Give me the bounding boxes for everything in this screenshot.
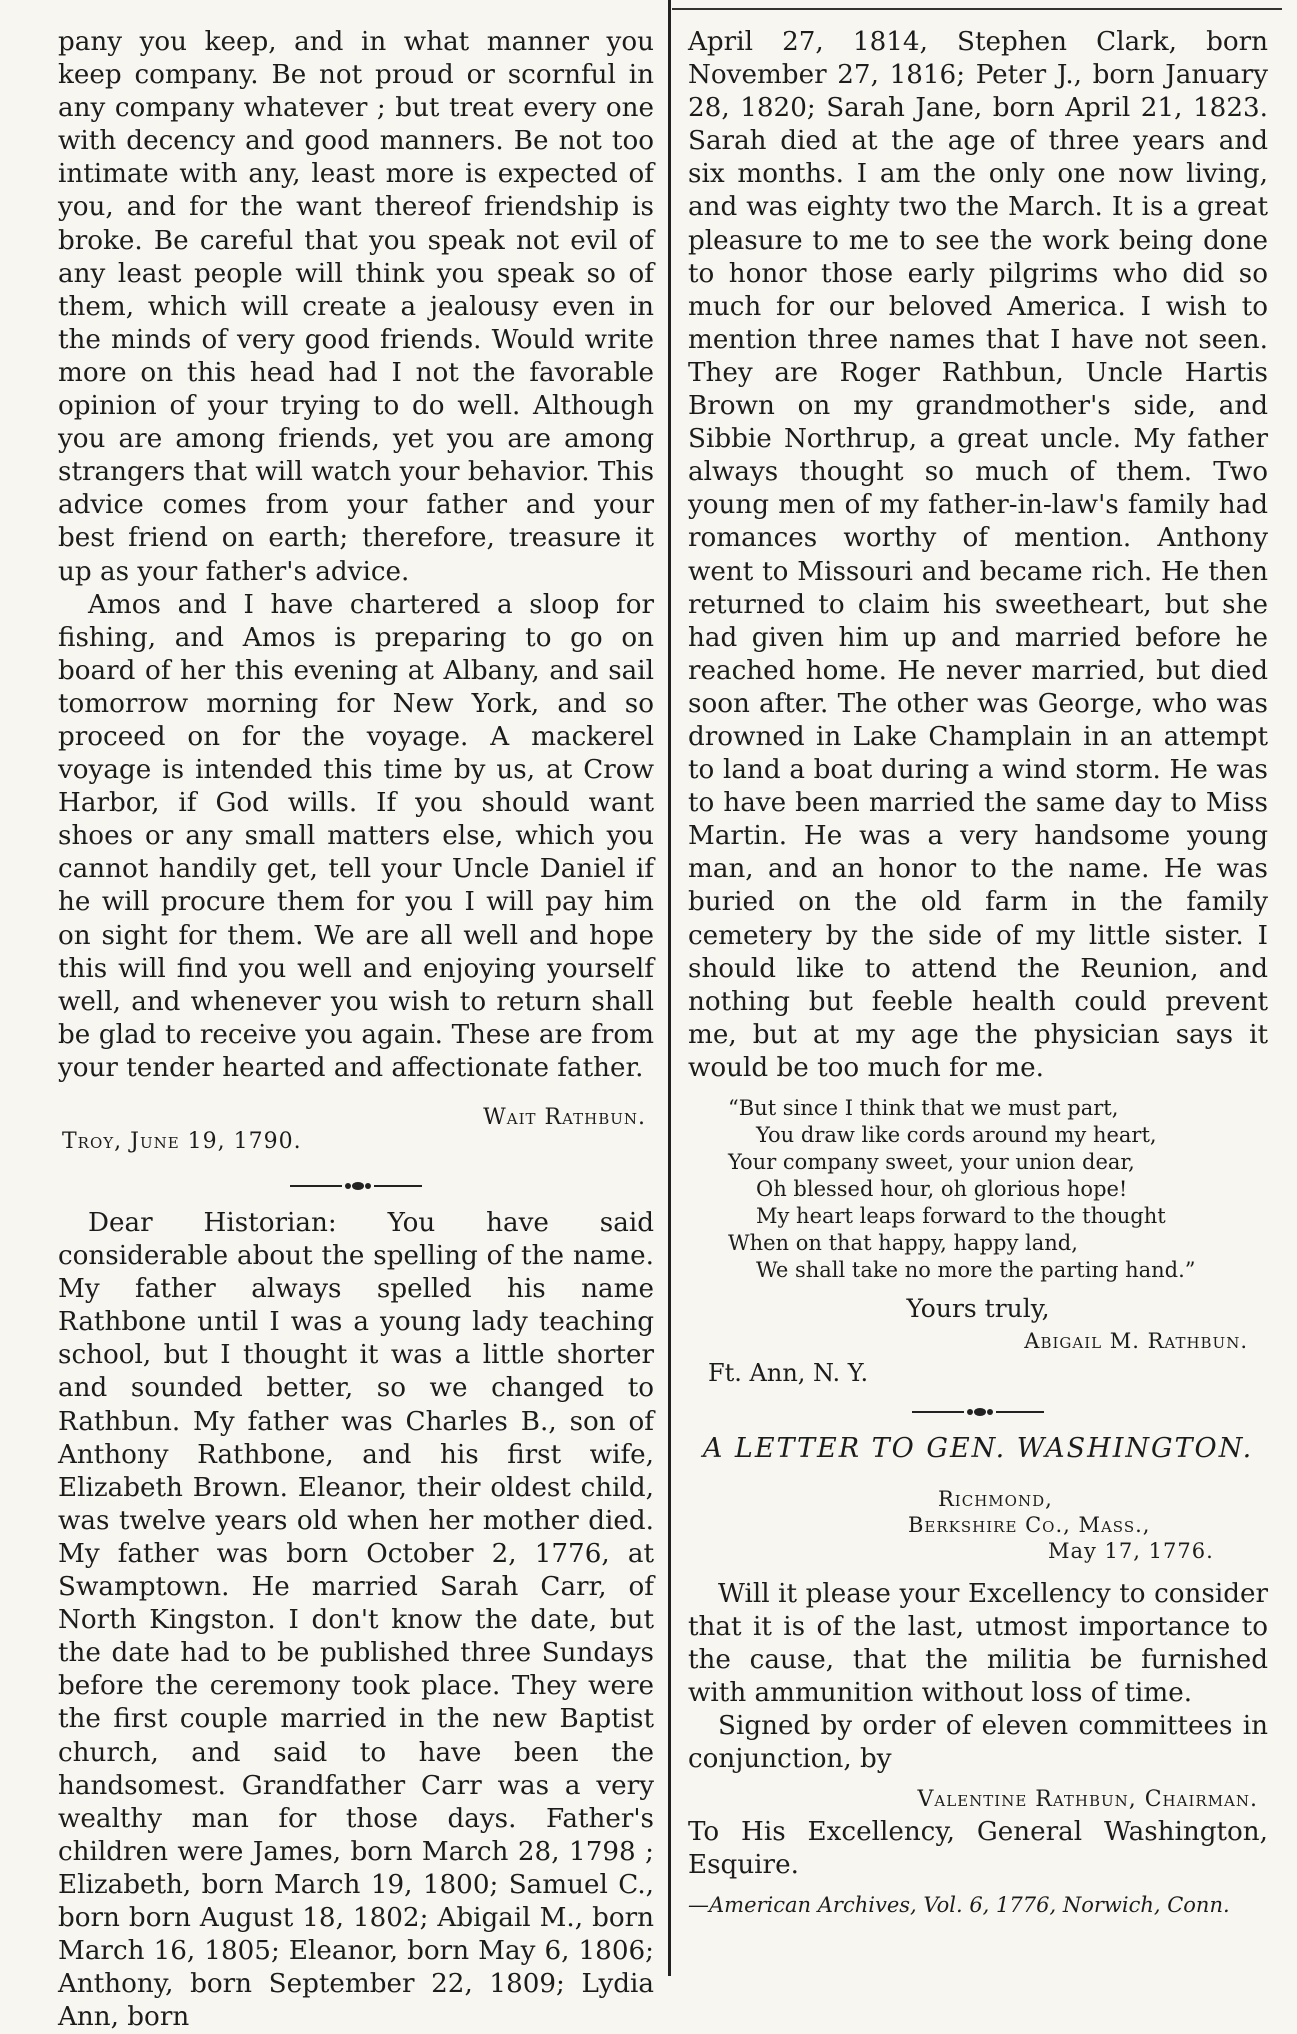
letter-paragraph: April 27, 1814, Stephen Clark, born November 27, 1816; Peter J., born January 28, 1820; Sarah Jane, born April 21, 1823. Sarah died at the age of three years and six months. I am the only one now living, and was eighty two the March. It is a great pleasure to me to see the work being done to honor those early pilgrims who did so much for our beloved America. I wish to mention three names that I have not seen. They are Roger Rathbun, Uncle Hartis Brown on my grandmother's side, and Sibbie Northrup, a great uncle. My father always thought so much of them. Two young men of my father-in-law's family had romances worthy of mention. Anthony went to Missouri and became rich. He then returned to claim his sweetheart, but she had given him up and married before he reached home. He never married, but died soon after. The other was George, who was drowned in Lake Champlain in an attempt to land a boat during a wind storm. He was to have been married the same day to Miss Martin. He was a very handsome young man, and an honor to the name. He was buried on the old farm in the family cemetery by the side of my little sister. I should like to attend the Reunion, and nothing but feeble health could prevent me, but at my age the physician says it would be too much for me.: [688, 27, 1268, 1083]
ornament-divider: [286, 1179, 426, 1193]
address-line: Berkshire Co., Mass.,: [908, 1513, 1151, 1537]
citation: —American Archives, Vol. 6, 1776, Norwich, Conn.: [688, 1892, 1230, 1917]
letter-paragraph: Signed by order of eleven committees in conjunction, by: [688, 1711, 1268, 1775]
poem-line: We shall take no more the parting hand.”: [756, 1258, 1196, 1282]
letter-paragraph: Will it please your Excellency to consider that it is of the last, utmost importance to the cause, that the militia be furnished with ammunition without loss of time.: [688, 1579, 1268, 1709]
left-column: [58, 26, 654, 2034]
poem-line: Oh blessed hour, oh glorious hope!: [756, 1177, 1128, 1201]
ornament-divider: [908, 1405, 1048, 1419]
closing: Yours truly,: [906, 1294, 1050, 1323]
signature-block: [58, 1085, 654, 1154]
letter-paragraph: Dear Historian: You have said considerable about the spelling of the name. My father always spelled his name Rathbone until I was a young lady teaching school, but I thought it was a little shorter and sounded better, so we changed to Rathbun. My father was Charles B., son of Anthony Rathbone, and his first wife, Elizabeth Brown. Eleanor, their oldest child, was twelve years old when her mother died. My father was born October 2, 1776, at Swamptown. He married Sarah Carr, of North Kingston. I don't know the date, but the date had to be published three Sundays before the ceremony took place. They were the first couple married in the new Baptist church, and said to have been the handsomest. Grandfather Carr was a very wealthy man for those days. Father's children were James, born March 28, 1798 ; Elizabeth, born March 19, 1800; Samuel C., born born August 18, 1802; Abigail M., born March 16, 1805; Eleanor, born May 6, 1806; Anthony, born September 22, 1809; Lydia Ann, born: [58, 1208, 654, 2033]
article-title: A LETTER TO GEN. WASHINGTON.: [702, 1433, 1254, 1464]
signature: Wait Rathbun.: [483, 1105, 646, 1130]
column-divider: [668, 0, 671, 1976]
place-line: Ft. Ann, N. Y.: [708, 1359, 869, 1387]
address-line: May 17, 1776.: [1048, 1539, 1214, 1563]
address-block: [908, 1486, 1268, 1564]
right-column: [688, 26, 1268, 1918]
signer: Valentine Rathbun, Chairman.: [917, 1786, 1258, 1812]
poem-line: My heart leaps forward to the thought: [756, 1204, 1166, 1228]
poem: [728, 1095, 1268, 1284]
poem-line: You draw like cords around my heart,: [756, 1123, 1157, 1147]
dateline: Troy, June 19, 1790.: [62, 1129, 302, 1154]
poem-line: “But since I think that we must part,: [728, 1096, 1119, 1120]
poem-line: When on that happy, happy land,: [728, 1231, 1078, 1255]
address-line: Richmond,: [938, 1487, 1053, 1511]
top-rule: [672, 8, 1282, 10]
signature: Abigail M. Rathbun.: [1024, 1329, 1248, 1353]
poem-line: Your company sweet, your union dear,: [728, 1150, 1135, 1174]
letter-paragraph: Amos and I have chartered a sloop for fishing, and Amos is preparing to go on board of her this evening at Albany, and sail tomorrow morning for New York, and so proceed on for the voyage. A mackerel voyage is intended this time by us, at Crow Harbor, if God wills. If you should want shoes or any small matters else, which you cannot handily get, tell your Uncle Daniel if he will procure them for you I will pay him on sight for them. We are all well and hope this will find you well and enjoying yourself well, and whenever you wish to return shall be glad to receive you again. These are from your tender hearted and affectionate father.: [58, 589, 654, 1083]
letter-paragraph: pany you keep, and in what manner you keep company. Be not proud or scornful in any company whatever ; but treat every one with decency and good manners. Be not too intimate with any, least more is expected of you, and for the want thereof friendship is broke. Be careful that you speak not evil of any least people will think you speak so of them, which will create a jealousy even in the minds of very good friends. Would write more on this head had I not the favorable opinion of your trying to do well. Although you are among friends, yet you are among strangers that will watch your behavior. This advice comes from your father and your best friend on earth; therefore, treasure it up as your father's advice.: [58, 27, 655, 587]
letter-paragraph: To His Excellency, General Washington, Esquire.: [688, 1816, 1268, 1880]
